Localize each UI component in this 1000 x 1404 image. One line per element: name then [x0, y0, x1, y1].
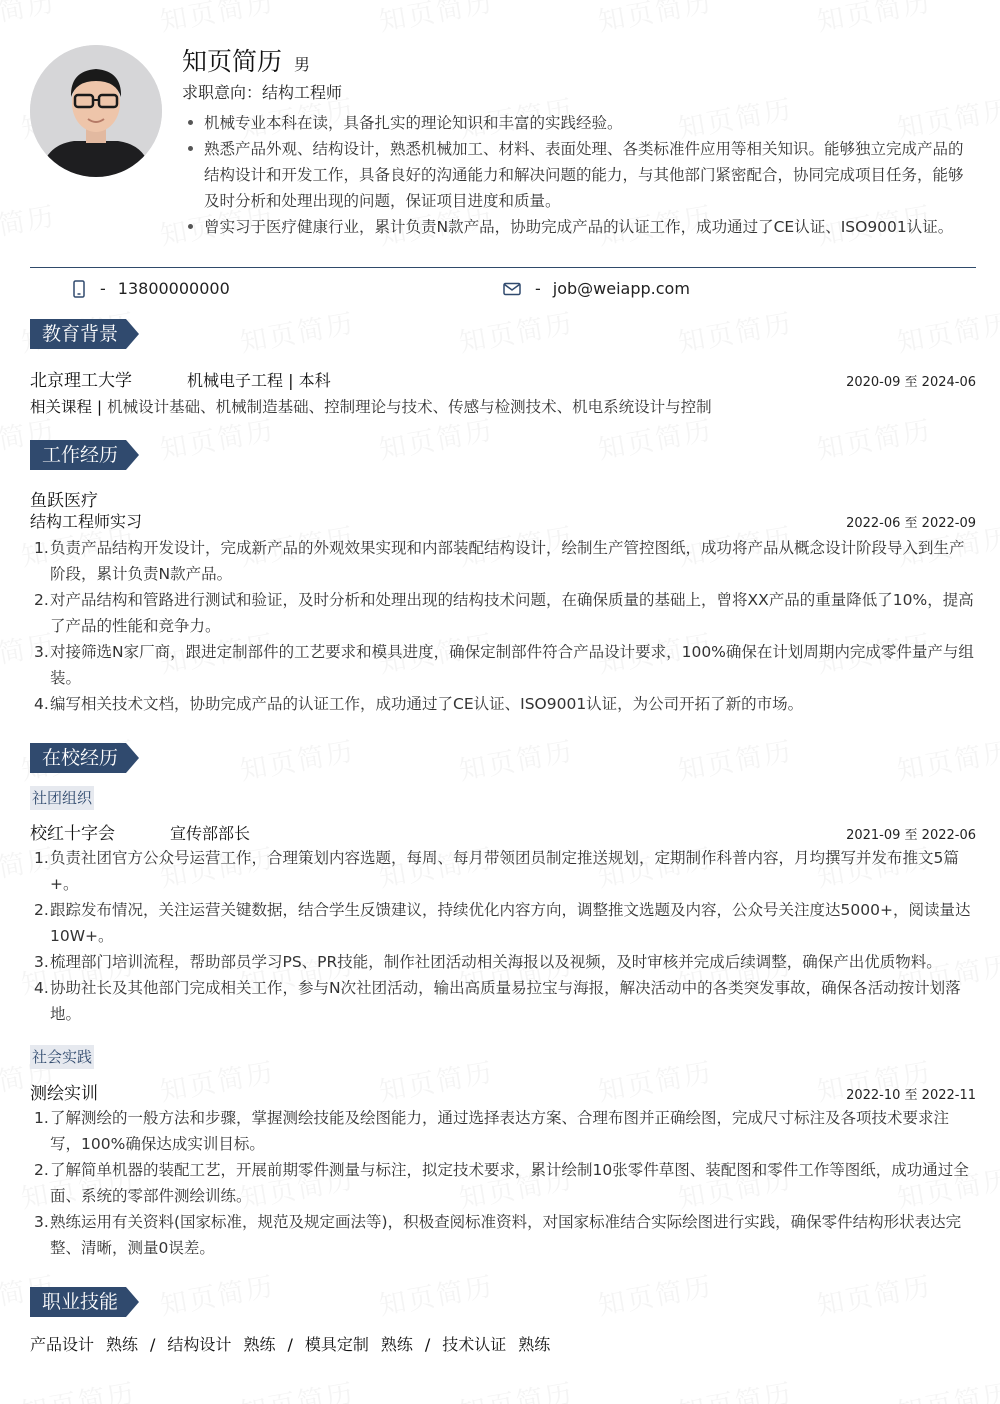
company-row: [30, 486, 976, 511]
list-item-text: 协助社长及其他部门完成相关工作，参与N次社团活动，输出高质量易拉宝与海报，解决活动中的各类突发事故，确保各活动按计划落地。: [50, 979, 961, 1023]
list-item: 3. 梳理部门培训流程，帮助部员学习PS、PR技能，制作社团活动相关海报以及视频，及时审核并完成后续调整，确保产出优质物料。: [34, 953, 942, 971]
watermark-text: [156, 1264, 277, 1323]
watermark-text: [455, 1371, 576, 1404]
watermark-text: [594, 1264, 715, 1323]
list-item-text: 跟踪发布情况，关注运营关键数据，结合学生反馈建议，持续优化内容方向，调整推文选题及内容，公众号关注度达5000+，阅读量达10W+。: [50, 901, 971, 945]
list-item-text: 梳理部门培训流程，帮助部员学习PS、PR技能，制作社团活动相关海报以及视频，及时审核并完成后续调整，确保产出优质物料。: [50, 953, 942, 971]
watermark-text: [0, 0, 59, 39]
header-divider: [30, 267, 976, 268]
watermark-text: [674, 729, 795, 788]
watermark-text: [893, 301, 1000, 360]
courses: [30, 396, 712, 418]
watermark-text: [156, 0, 277, 39]
tag-practice: 社会实践: [30, 1045, 94, 1069]
club-role: 宣传部部长: [170, 824, 251, 843]
phone-icon: [72, 280, 86, 298]
avatar-portrait-icon: [30, 45, 162, 177]
section-header-campus: [30, 743, 139, 773]
section-title-arrow: [126, 743, 139, 773]
major-degree: 机械电子工程 | 本科: [187, 371, 331, 390]
watermark-text: [17, 1371, 138, 1404]
skill-separator: /: [150, 1335, 156, 1354]
list-item: 4. 编写相关技术文档，协助完成产品的认证工作，成功通过了CE认证、ISO9001认证，为公司开拓了新的市场。: [34, 695, 804, 713]
skill-name: 结构设计: [167, 1335, 232, 1354]
avatar: [30, 45, 162, 177]
list-item: 3. 对接筛选N家厂商，跟进定制部件的工艺要求和模具进度，确保定制部件符合产品设计要求，100%确保在计划周期内完成零件量产与组装。: [34, 643, 974, 687]
list-item: 4. 协助社长及其他部门完成相关工作，参与N次社团活动，输出高质量易拉宝与海报，解决活动中的各类突发事故，确保各活动按计划落地。: [34, 979, 961, 1023]
section-header-education: [30, 319, 139, 349]
section-header-skills: [30, 1287, 139, 1317]
section-title: 教育背景: [30, 319, 126, 349]
skill-name: 模具定制: [304, 1335, 369, 1354]
club-row: [30, 819, 976, 844]
practice-row: [30, 1079, 976, 1104]
club-date: 2021-09 至 2022-06: [846, 828, 976, 843]
club-items: [30, 845, 976, 1027]
list-item-text: 负责社团官方公众号运营工作，合理策划内容选题，每周、每月带领团员制定推送规划，定期制作科普内容，月均撰写并发布推文5篇+。: [50, 849, 959, 893]
practice-name: 测绘实训: [30, 1084, 98, 1104]
watermark-text: [375, 1264, 496, 1323]
summary-item: 机械专业本科在读，具备扎实的理论知识和丰富的实践经验。: [182, 110, 977, 136]
watermark-text: [674, 1371, 795, 1404]
watermark-text: [813, 1264, 934, 1323]
watermark-text: [236, 301, 357, 360]
contact-dash: -: [100, 279, 106, 298]
list-item-text: 负责产品结构开发设计，完成新产品的外观效果实现和内部装配结构设计，绘制生产管控图纸，成功将产品从概念设计阶段导入到生产阶段，累计负责N款产品。: [50, 539, 965, 583]
contact-phone: [72, 278, 230, 300]
mail-icon: [503, 282, 521, 296]
list-item: 1. 负责社团官方公众号运营工作，合理策划内容选题，每周、每月带领团员制定推送规划，定期制作科普内容，月均撰写并发布推文5篇+。: [34, 849, 959, 893]
candidate-gender: 男: [294, 55, 311, 74]
skill-level: 熟练: [380, 1335, 413, 1354]
section-title-arrow: [126, 319, 139, 349]
section-title: 在校经历: [30, 743, 126, 773]
watermark-text: [455, 729, 576, 788]
section-title: 工作经历: [30, 440, 126, 470]
courses-list: 机械设计基础、机械制造基础、控制理论与技术、传感与检测技术、机电系统设计与控制: [107, 398, 712, 416]
watermark-text: [893, 1371, 1000, 1404]
contact-dash: -: [535, 279, 541, 298]
skill-name: 技术认证: [442, 1335, 507, 1354]
skill-item: [442, 1333, 550, 1357]
watermark-text: [813, 0, 934, 39]
company-name: 鱼跃医疗: [30, 491, 98, 511]
practice-date: 2022-10 至 2022-11: [846, 1088, 976, 1103]
work-role: 结构工程师实习: [30, 512, 143, 531]
club-name: 校红十字会: [30, 824, 115, 844]
job-intent: 求职意向：结构工程师: [182, 83, 343, 102]
skill-item: [305, 1333, 413, 1357]
list-item-text: 了解测绘的一般方法和步骤，掌握测绘技能及绘图能力，通过选择表达方案、合理布图并正确绘图，完成尺寸标注及各项技术要求注写，100%确保达成实训目标。: [50, 1109, 950, 1153]
watermark-text: [674, 301, 795, 360]
skill-level: 熟练: [106, 1335, 139, 1354]
watermark-text: [594, 0, 715, 39]
skill-separator: /: [287, 1335, 293, 1354]
list-item: 1. 负责产品结构开发设计，完成新产品的外观效果实现和内部装配结构设计，绘制生产管控图纸，成功将产品从概念设计阶段导入到生产阶段，累计负责N款产品。: [34, 539, 965, 583]
watermark-text: [0, 194, 59, 253]
watermark-text: [893, 729, 1000, 788]
tag-club: 社团组织: [30, 786, 94, 810]
skill-name: 产品设计: [30, 1335, 95, 1354]
phone-number: 13800000000: [117, 279, 230, 298]
practice-items: [30, 1105, 976, 1261]
list-item-text: 编写相关技术文档，协助完成产品的认证工作，成功通过了CE认证、ISO9001认证，为公司开拓了新的市场。: [50, 695, 804, 713]
summary-list: [182, 110, 977, 240]
section-header-work: [30, 440, 139, 470]
list-item: 2. 跟踪发布情况，关注运营关键数据，结合学生反馈建议，持续优化内容方向，调整推文选题及内容，公众号关注度达5000+，阅读量达10W+。: [34, 901, 971, 945]
skill-item: [167, 1333, 275, 1357]
section-title: 职业技能: [30, 1287, 126, 1317]
candidate-name: 知页简历: [182, 47, 283, 76]
summary-item: 曾实习于医疗健康行业，累计负责N款产品，协助完成产品的认证工作，成功通过了CE认证、ISO9001认证。: [182, 214, 977, 240]
list-item: 2. 了解简单机器的装配工艺，开展前期零件测量与标注，拟定技术要求，累计绘制10张零件草图、装配图和零件工作等图纸，成功通过全面、系统的零部件测绘训练。: [34, 1161, 969, 1205]
list-item-text: 对接筛选N家厂商，跟进定制部件的工艺要求和模具进度，确保定制部件符合产品设计要求，100%确保在计划周期内完成零件量产与组装。: [50, 643, 974, 687]
list-item-text: 了解简单机器的装配工艺，开展前期零件测量与标注，拟定技术要求，累计绘制10张零件草图、装配图和零件工作等图纸，成功通过全面、系统的零部件测绘训练。: [50, 1161, 969, 1205]
watermark-text: [236, 729, 357, 788]
work-role-row: [30, 509, 976, 532]
skill-level: 熟练: [243, 1335, 276, 1354]
summary-item: 熟悉产品外观、结构设计，熟悉机械加工、材料、表面处理、各类标准件应用等相关知识。能够独立完成产品的结构设计和开发工作，具备良好的沟通能力和解决问题的能力，与其他部门紧密配合，协同完成项目任务，能够及时分析和处理出现的问题，保证项目进度和质量。: [182, 136, 977, 214]
section-title-arrow: [126, 440, 139, 470]
email-address: job@weiapp.com: [552, 279, 690, 298]
work-items: [30, 535, 976, 717]
watermark-text: [813, 408, 934, 467]
list-item-text: 对产品结构和管路进行测试和验证，及时分析和处理出现的结构技术问题，在确保质量的基础上，曾将XX产品的重量降低了10%，提高了产品的性能和竞争力。: [50, 591, 974, 635]
education-row: [30, 366, 976, 391]
list-item: 3. 熟练运用有关资料(国家标准，规范及规定画法等)，积极查阅标准资料，对国家标准结合实际绘图进行实践，确保零件结构形状表达完整、清晰，测量0误差。: [34, 1213, 962, 1257]
education-date: 2020-09 至 2024-06: [846, 375, 976, 390]
skill-separator: /: [424, 1335, 431, 1354]
list-item: 1. 了解测绘的一般方法和步骤，掌握测绘技能及绘图能力，通过选择表达方案、合理布图并正确绘图，完成尺寸标注及各项技术要求注写，100%确保达成实训目标。: [34, 1109, 950, 1153]
work-date: 2022-06 至 2022-09: [846, 516, 976, 531]
watermark-text: [375, 0, 496, 39]
watermark-text: [236, 1371, 357, 1404]
section-title-arrow: [126, 1287, 139, 1317]
skill-level: 熟练: [518, 1335, 551, 1354]
list-item-text: 熟练运用有关资料(国家标准，规范及规定画法等)，积极查阅标准资料，对国家标准结合实际绘图进行实践，确保零件结构形状表达完整、清晰，测量0误差。: [50, 1213, 962, 1257]
watermark-text: [455, 301, 576, 360]
name-row: [182, 44, 310, 78]
courses-label: 相关课程 |: [30, 398, 103, 416]
list-item: 2. 对产品结构和管路进行测试和验证，及时分析和处理出现的结构技术问题，在确保质量的基础上，曾将XX产品的重量降低了10%，提高了产品的性能和竞争力。: [34, 591, 974, 635]
school-name: 北京理工大学: [30, 371, 132, 391]
skills-list: [30, 1333, 550, 1357]
skill-item: [30, 1333, 138, 1357]
contact-email: [503, 278, 690, 300]
